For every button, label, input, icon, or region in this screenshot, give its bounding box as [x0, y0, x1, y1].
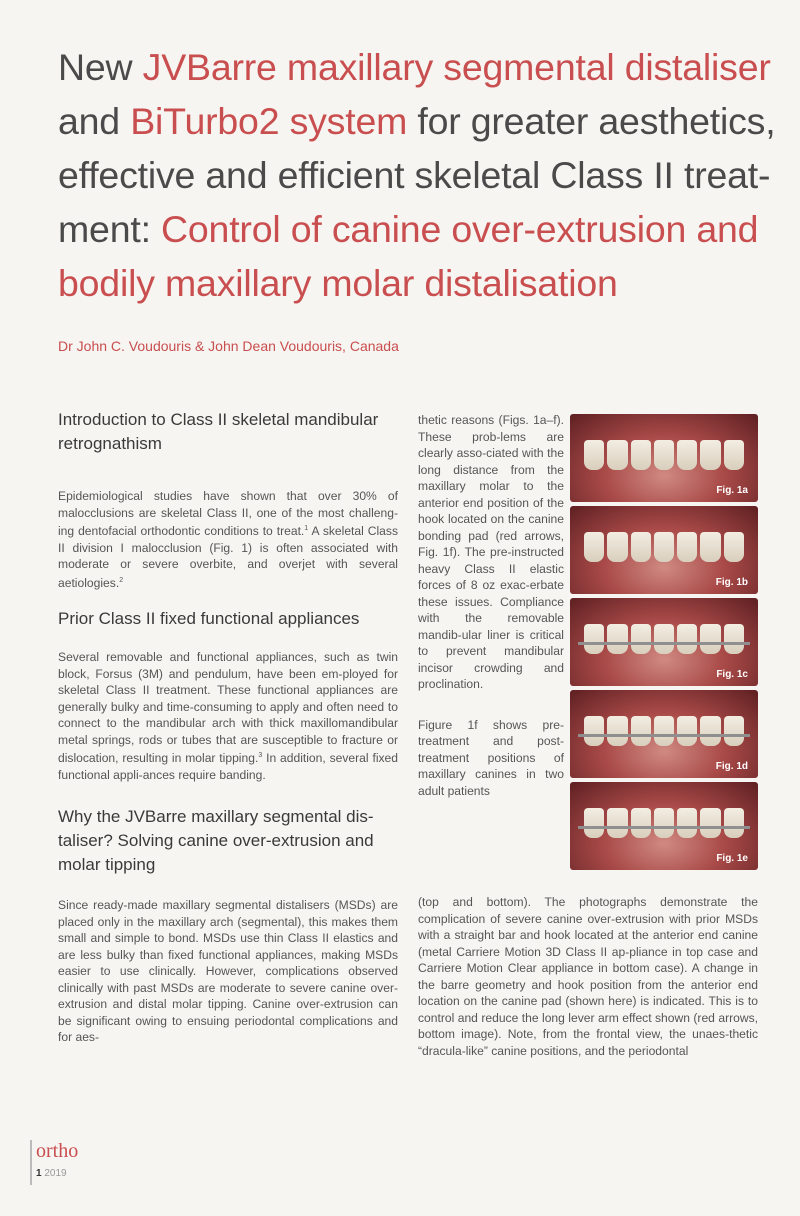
teeth-illustration [584, 532, 744, 562]
tooth-shape [724, 532, 744, 562]
figure-photo [570, 690, 758, 778]
figure-photo [570, 414, 758, 502]
reference-mark: 1 [304, 525, 309, 532]
middle-column [418, 412, 564, 799]
braces-wire [578, 734, 750, 737]
issue-number [36, 1168, 67, 1179]
tooth-shape [724, 716, 744, 746]
figure-label: Fig. 1d [715, 761, 748, 772]
paragraph-right: (top and bottom). The photographs demonstrate the complication of severe canine over-extrusion with prior MSDs with a straight bar and hook located at the anterior end canine (metal Carriere Motion 3D Class II ap-pliance in top case and Carriere Motion Clear appliance in bottom case). A change in the barre geometry and hook position from the anterior end location on the canine pad (shown here) is indicated. This is to control and reduce the long lever arm effect shown (red arrows, bottom image). Note, from the frontal view, the unaes-thetic “dracula-like” canine positions, and the periodontal [418, 895, 758, 1058]
tooth-shape [584, 716, 604, 746]
title-part: and [58, 100, 131, 142]
tooth-shape [700, 532, 720, 562]
tooth-shape [654, 716, 674, 746]
paragraph-why: Since ready-made maxillary segmental distalisers (MSDs) are placed only in the maxillary arch (segmental), this makes them small and simple to bond. MSDs use thin Class II elastics and are less bulky than fixed functional appliances, making MSDs easier to use clinically. However, complications observed clinically with past MSDs are moderate to severe canine over-extrusion and distal molar tipping. Canine over-extrusion can be significant owing to ensuing periodontal complications and for aes- [58, 898, 398, 1045]
title-highlight: BiTurbo2 system [130, 100, 408, 142]
footer-divider [30, 1140, 32, 1185]
tooth-shape [607, 716, 627, 746]
tooth-shape [607, 440, 627, 470]
issue-year: 2019 [44, 1168, 67, 1179]
tooth-shape [631, 808, 651, 838]
tooth-shape [631, 716, 651, 746]
paragraph-text: Several removable and functional appliances, such as twin block, Forsus (3M) and pendulum, have been em-ployed for skeletal Class II treatment. These functional appliances are generally bulky and time-consuming to apply and often need to connect to the mandibular arch with thick maxillomandibular metal springs, rods or tubes that are susceptible to fracture or dislocation, resulting in molar tipping. [58, 650, 398, 766]
teeth-illustration [584, 716, 744, 746]
figure-label: Fig. 1b [715, 577, 748, 588]
figure-label: Fig. 1a [716, 485, 748, 496]
tooth-shape [700, 440, 720, 470]
tooth-shape [677, 716, 697, 746]
paragraph-prior [58, 649, 398, 783]
figure-photo [570, 598, 758, 686]
tooth-shape [654, 624, 674, 654]
tooth-shape [700, 624, 720, 654]
article-title [58, 40, 778, 310]
braces-wire [578, 642, 750, 645]
tooth-shape [631, 440, 651, 470]
tooth-shape [654, 532, 674, 562]
tooth-shape [584, 624, 604, 654]
tooth-shape [724, 624, 744, 654]
braces-wire [578, 826, 750, 829]
tooth-shape [677, 532, 697, 562]
tooth-shape [724, 808, 744, 838]
paragraph-text: A skeletal Class II division I malocclusion (Fig. 1) is often associated with moderate or severe overbite, and overjet with several aetiologies. [58, 524, 399, 590]
tooth-shape [631, 532, 651, 562]
right-column [418, 894, 758, 1059]
figure-stack [570, 414, 758, 874]
title-part: New [58, 46, 143, 88]
tooth-shape [654, 808, 674, 838]
figure-label: Fig. 1e [716, 853, 748, 864]
left-column [58, 408, 398, 1046]
tooth-shape [700, 716, 720, 746]
figure-photo [570, 782, 758, 870]
teeth-illustration [584, 624, 744, 654]
paragraph-text: Epidemiological studies have shown that over 30% of malocclusions are skeletal Class II, one of the most challeng-ing dentofacial orthodontic conditions to treat. [58, 489, 398, 539]
title-highlight: Control of canine over-extrusion and bodily maxillary molar distalisation [58, 208, 759, 304]
paragraph-text: In addition, several fixed functional appli-ances require banding. [58, 751, 398, 782]
tooth-shape [631, 624, 651, 654]
tooth-shape [584, 808, 604, 838]
tooth-shape [607, 624, 627, 654]
tooth-shape [677, 440, 697, 470]
tooth-shape [607, 532, 627, 562]
teeth-illustration [584, 808, 744, 838]
tooth-shape [724, 440, 744, 470]
title-highlight: JVBarre maxillary segmental distaliser [142, 46, 771, 88]
teeth-illustration [584, 440, 744, 470]
paragraph-middle-1: thetic reasons (Figs. 1a–f). These prob-lems are clearly asso-ciated with the long distance from the maxillary molar to the anterior end position of the hook located on the canine bonding pad (red arrows, Fig. 1f). The pre-instructed heavy Class II elastic forces of 8 oz exac-erbate these issues. Compliance with the removable mandib-ular liner is critical to prevent mandibular incisor crowding and proclination. [418, 413, 564, 691]
tooth-shape [677, 808, 697, 838]
tooth-shape [700, 808, 720, 838]
reference-mark: 2 [119, 576, 124, 584]
authors-line: Dr John C. Voudouris & John Dean Voudouris, Canada [58, 338, 399, 354]
figure-label: Fig. 1c [716, 669, 748, 680]
figure-photo [570, 506, 758, 594]
reference-mark: 3 [258, 752, 263, 760]
tooth-shape [584, 440, 604, 470]
tooth-shape [584, 532, 604, 562]
tooth-shape [677, 624, 697, 654]
journal-logo: ortho [36, 1140, 79, 1162]
issue-num: 1 [36, 1168, 42, 1179]
section-heading-why: Why the JVBarre maxillary segmental dis-taliser? Solving canine over-extrusion and molar tipping [58, 807, 374, 875]
paragraph-intro [58, 488, 398, 591]
paragraph-middle-2: Figure 1f shows pre-treatment and post-treatment positions of maxillary canines in two adult patients [418, 717, 564, 798]
tooth-shape [654, 440, 674, 470]
tooth-shape [607, 808, 627, 838]
section-heading-intro: Introduction to Class II skeletal mandibular retrognathism [58, 410, 379, 453]
section-heading-prior: Prior Class II fixed functional appliances [58, 609, 360, 629]
title-part: for greater aesthetics, effective and efficient skeletal Class II treat-ment: [58, 100, 776, 250]
